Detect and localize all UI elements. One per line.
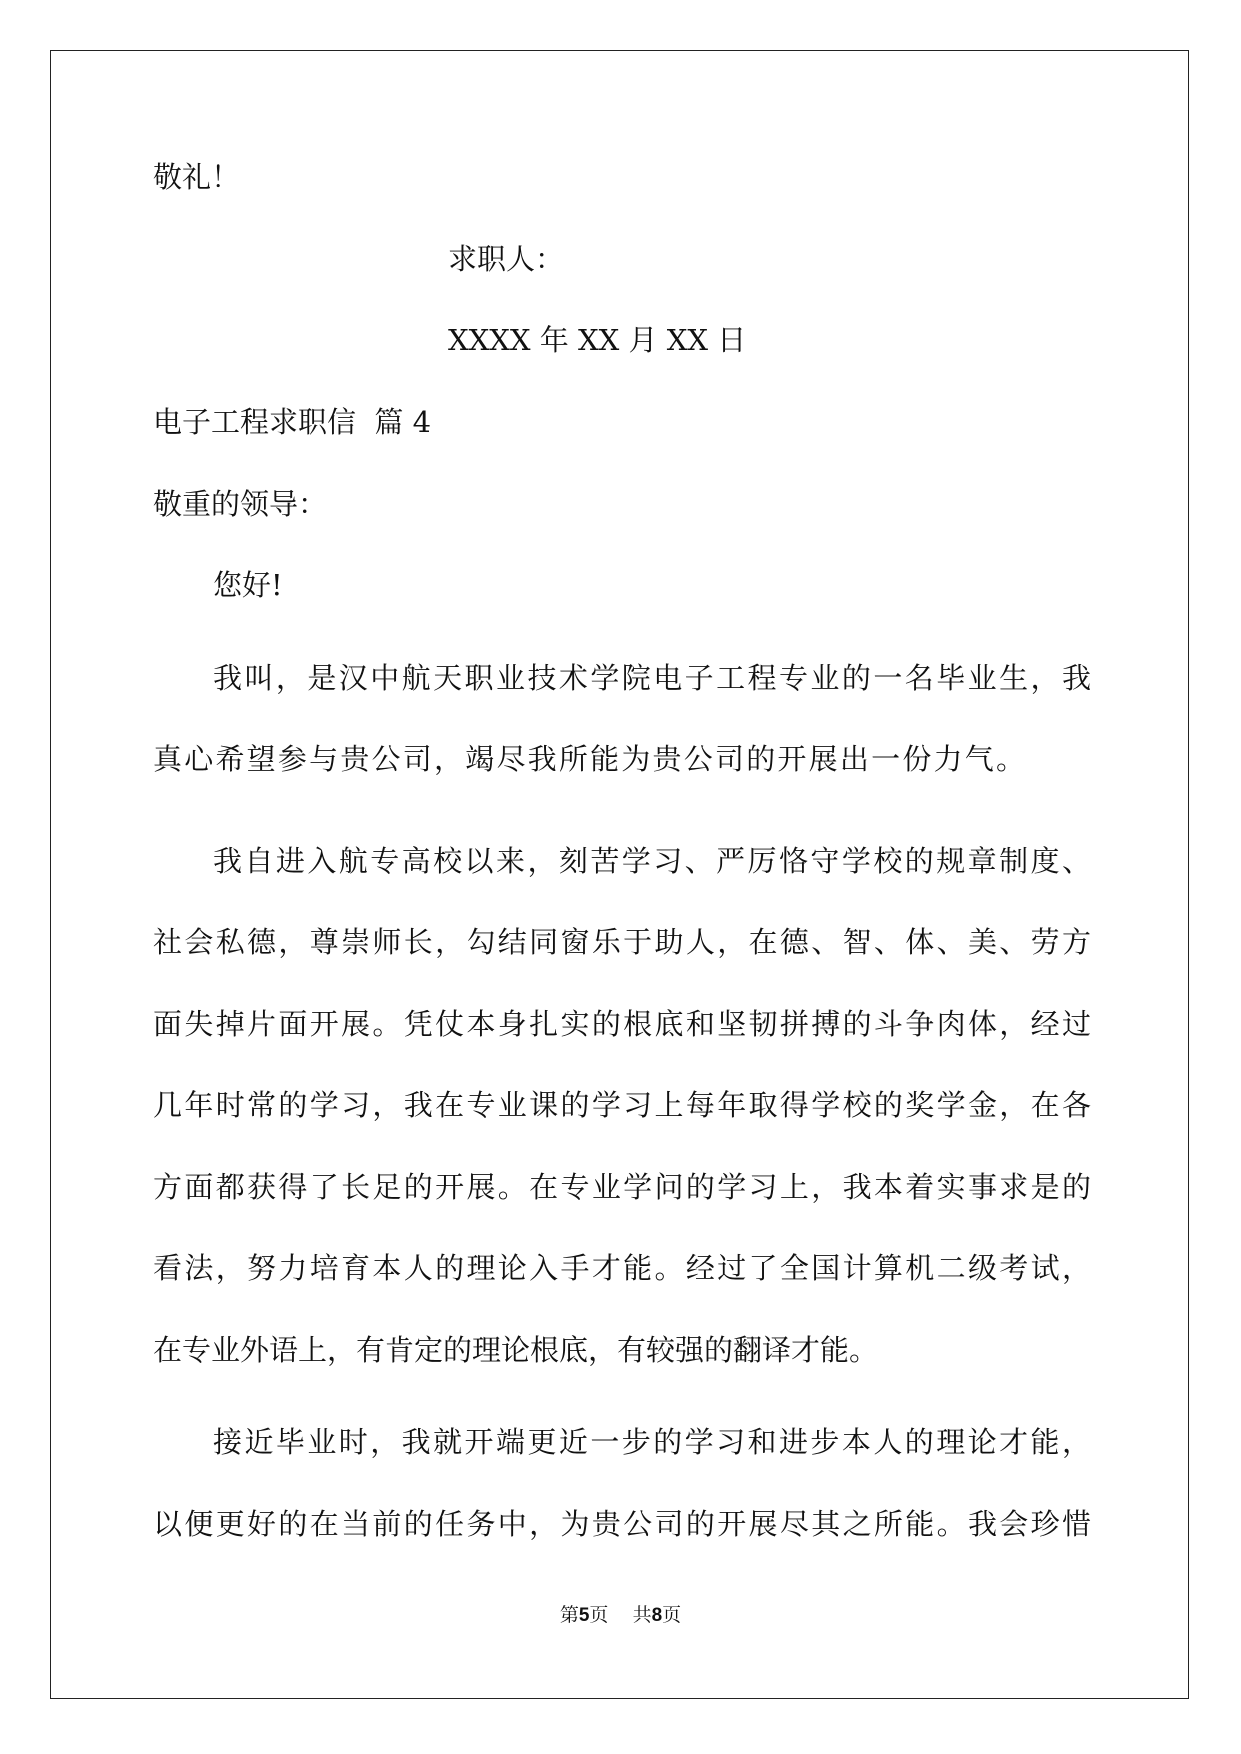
letter-greeting: 您好! [213, 568, 283, 602]
current-page-number: 5 [578, 1605, 590, 1626]
page-footer [0, 1603, 1241, 1628]
page-suffix: 页 [662, 1604, 682, 1626]
applicant-label: 求职人： [448, 242, 565, 276]
paragraph-line: 在专业外语上，有肯定的理论根底，有较强的翻译才能。 [153, 1333, 879, 1367]
paragraph-line: 方面都获得了长足的开展。在专业学问的学习上，我本着实事求是的 [153, 1170, 1091, 1204]
page-mid: 页 共 [589, 1604, 652, 1626]
paragraph-line: 以便更好的在当前的任务中，为贵公司的开展尽其之所能。我会珍惜 [153, 1507, 1091, 1541]
total-pages-number: 8 [651, 1605, 663, 1626]
paragraph-line: 几年时常的学习，我在专业课的学习上每年取得学校的奖学金，在各 [153, 1088, 1091, 1122]
paragraph-line: 我自进入航专高校以来，刻苦学习、严厉恪守学校的规章制度、 [213, 844, 1091, 878]
paragraph-line: 社会私德，尊崇师长，勾结同窗乐于助人，在德、智、体、美、劳方 [153, 925, 1091, 959]
paragraph-line: 面失掉片面开展。凭仗本身扎实的根底和坚韧拼搏的斗争肉体，经过 [153, 1007, 1091, 1041]
paragraph-line: 看法，努力培育本人的理论入手才能。经过了全国计算机二级考试， [153, 1251, 1091, 1285]
page-prefix: 第 [559, 1604, 579, 1626]
closing-salutation: 敬礼！ [153, 160, 241, 194]
section-title: 电子工程求职信 篇 4 [153, 405, 432, 439]
letter-addressee: 敬重的领导： [153, 487, 328, 521]
letter-date: XXXX 年 XX 月 XX 日 [448, 323, 747, 357]
paragraph-line: 真心希望参与贵公司，竭尽我所能为贵公司的开展出一份力气。 [153, 742, 1025, 776]
paragraph-line: 接近毕业时，我就开端更近一步的学习和进步本人的理论才能， [213, 1425, 1091, 1459]
paragraph-line: 我叫，是汉中航天职业技术学院电子工程专业的一名毕业生，我 [213, 661, 1091, 695]
